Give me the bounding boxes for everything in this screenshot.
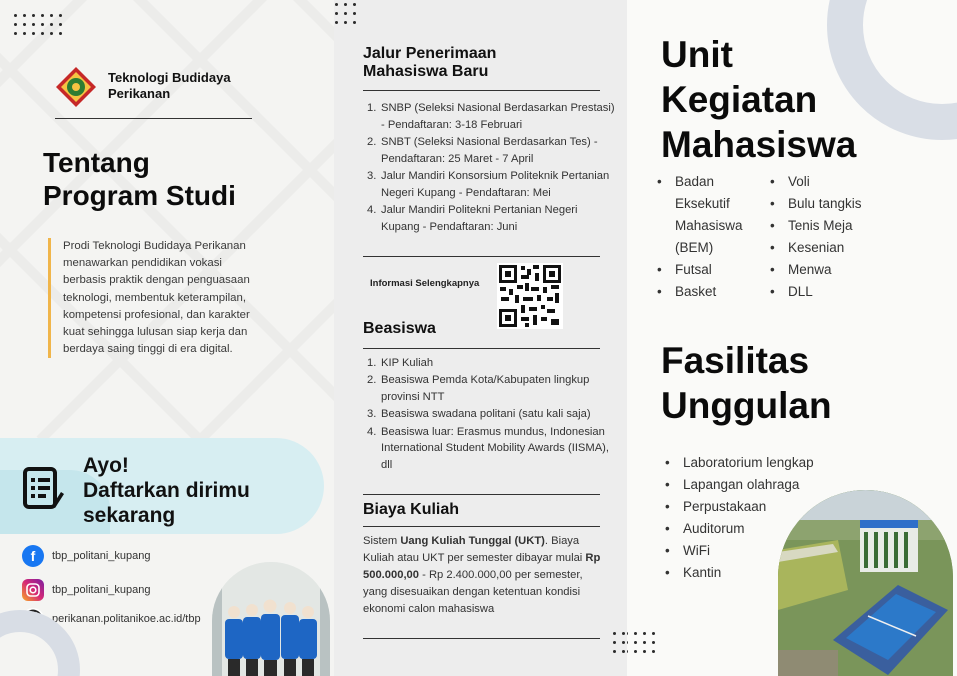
activities-panel	[627, 0, 957, 676]
decor-dots	[334, 3, 356, 24]
list-item: • Badan Eksekutif Mahasiswa (BEM)	[657, 171, 767, 259]
fee-title: Biaya Kuliah	[363, 501, 460, 518]
instagram-link[interactable]	[22, 579, 150, 601]
list-item: • Perpustakaan	[665, 496, 845, 518]
about-description: Prodi Teknologi Budidaya Perikanan menawarkan pendidikan vokasi berbasis praktik dengan penguasaan teknologi, membentuk keterampilan, kompetensi profesional, dan karakter kuat sehingga lulusan siap kerja dan berdaya saing tinggi di era digital.	[48, 238, 260, 358]
decor-dots	[627, 632, 655, 653]
divider	[55, 118, 252, 119]
admission-list	[367, 100, 615, 236]
list-item: 4. Beasiswa luar: Erasmus mundus, Indonesian International Student Mobility Awards (IISMA), dll	[367, 425, 609, 472]
institution-logo	[55, 66, 97, 108]
divider	[363, 90, 600, 91]
list-item: • Menwa	[770, 259, 900, 281]
fee-description: Sistem Uang Kuliah Tunggal (UKT). Biaya Kuliah atau UKT per semester dibayar mulai Rp 500.000,00 - Rp 2.400.000,00 per semester, yang disesuaikan dengan ketentuan kondisi ekonomi calon mahasiswa	[363, 535, 601, 615]
instagram-icon	[22, 579, 44, 601]
list-item: • Bulu tangkis	[770, 193, 900, 215]
facebook-icon: f	[22, 545, 44, 567]
qr-code[interactable]	[497, 263, 563, 329]
list-item: • Lapangan olahraga	[665, 474, 845, 496]
instagram-handle: tbp_politani_kupang	[52, 584, 151, 596]
divider	[363, 494, 600, 495]
program-name: Teknologi Budidaya Perikanan	[108, 70, 231, 101]
list-item: • Kesenian	[770, 237, 900, 259]
list-item: 3. Beasiswa swadana politani (satu kali saja)	[367, 408, 591, 421]
list-item: 4. Jalur Mandiri Politekni Pertanian Negeri Kupang - Pendaftaran: Juni	[367, 204, 578, 234]
about-title: Tentang Program Studi	[43, 147, 236, 211]
about-panel	[0, 0, 334, 676]
list-item: • Basket	[657, 281, 767, 303]
facebook-link[interactable]	[22, 545, 150, 567]
scholarship-title: Beasiswa	[363, 320, 436, 337]
decor-dots	[613, 632, 627, 653]
facebook-handle: tbp_politani_kupang	[52, 550, 151, 562]
facility-title: Fasilitas Unggulan	[661, 340, 832, 426]
list-item: 3. Jalur Mandiri Konsorsium Politeknik Pertanian Negeri Kupang - Pendaftaran: Mei	[367, 170, 610, 199]
divider	[363, 256, 600, 257]
scholarship-list	[367, 355, 615, 475]
list-item: 2. Beasiswa Pemda Kota/Kabupaten lingkup provinsi NTT	[367, 374, 590, 404]
list-item: • WiFi	[665, 540, 845, 562]
background-pattern	[0, 0, 334, 440]
divider	[363, 348, 600, 349]
list-item: • Tenis Meja	[770, 215, 900, 237]
divider	[363, 526, 600, 527]
students-photo	[212, 562, 330, 676]
form-document-icon	[22, 466, 64, 512]
divider	[363, 638, 600, 639]
admission-title: Jalur Penerimaan Mahasiswa Baru	[363, 45, 497, 80]
ukm-list-2	[770, 171, 900, 303]
ukm-list-1	[657, 171, 767, 303]
registration-cta: Ayo! Daftarkan dirimu sekarang	[83, 454, 250, 527]
list-item: • DLL	[770, 281, 900, 303]
admission-panel	[334, 0, 627, 676]
campus-aerial-photo	[778, 490, 953, 676]
list-item: 1. KIP Kuliah	[367, 357, 434, 369]
list-item: • Futsal	[657, 259, 767, 281]
decor-dots	[14, 14, 62, 35]
list-item: • Kantin	[665, 562, 845, 584]
list-item: • Voli	[770, 171, 900, 193]
ukm-title: Unit Kegiatan Mahasiswa	[661, 34, 857, 165]
more-info-label: Informasi Selengkapnya	[370, 278, 480, 289]
list-item: • Laboratorium lengkap	[665, 452, 845, 474]
list-item: • Auditorum	[665, 518, 845, 540]
list-item: 1. SNBP (Seleksi Nasional Berdasarkan Prestasi) - Pendaftaran: 3-18 Februari	[367, 102, 615, 131]
list-item: 2. SNBT (Seleksi Nasional Berdasarkan Tes) - Pendaftaran: 25 Maret - 7 April	[367, 136, 598, 165]
website-url: perikanan.politanikoe.ac.id/tbp	[52, 613, 201, 625]
